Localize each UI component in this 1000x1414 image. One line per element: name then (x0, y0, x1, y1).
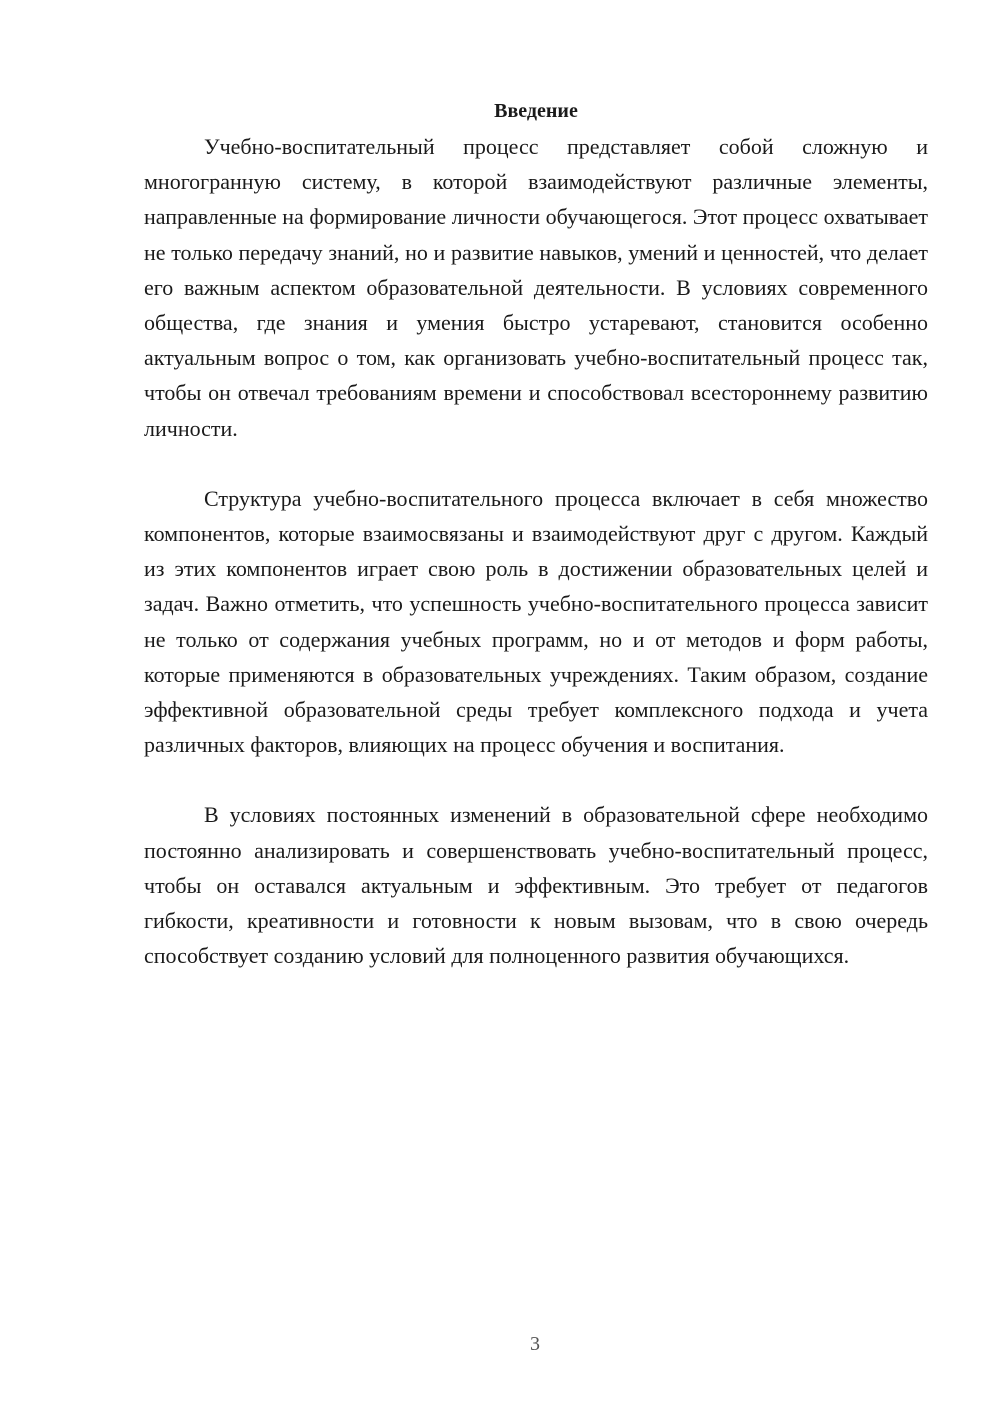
paragraph-2: Структура учебно-воспитательного процесса включает в себя множество компонентов, которые взаимосвязаны и взаимодействуют друг с другом. Каждый из этих компонентов играет свою роль в достижении образовательных целей и задач. Важно отметить, что успешность учебно-воспитательного процесса зависит не только от содержания учебных программ, но и от методов и форм работы, которые применяются в образовательных учреждениях. Таким образом, создание эффективной образовательной среды требует комплексного подхода и учета различных факторов, влияющих на процесс обучения и воспитания. (144, 485, 928, 758)
paragraph-1: Учебно-воспитательный процесс представляет собой сложную и многогранную систему, в которой взаимодействуют различные элементы, направленные на формирование личности обучающегося. Этот процесс охватывает не только передачу знаний, но и развитие навыков, умений и ценностей, что делает его важным аспектом образовательной деятельности. В условиях современного общества, где знания и умения быстро устаревают, становится особенно актуальным вопрос о том, как организовать учебно-воспитательный процесс так, чтобы он отвечал требованиям времени и способствовал всестороннему развитию личности. (144, 134, 928, 441)
page-content (144, 95, 928, 973)
page-number: 3 (530, 1333, 540, 1355)
section-heading: Введение (494, 100, 578, 122)
paragraph-3: В условиях постоянных изменений в образовательной сфере необходимо постоянно анализировать и совершенствовать учебно-воспитательный процесс, чтобы он оставался актуальным и эффективным. Это требует от педагогов гибкости, креативности и готовности к новым вызовам, что в свою очередь способствует созданию условий для полноценного развития обучающихся. (144, 802, 928, 969)
